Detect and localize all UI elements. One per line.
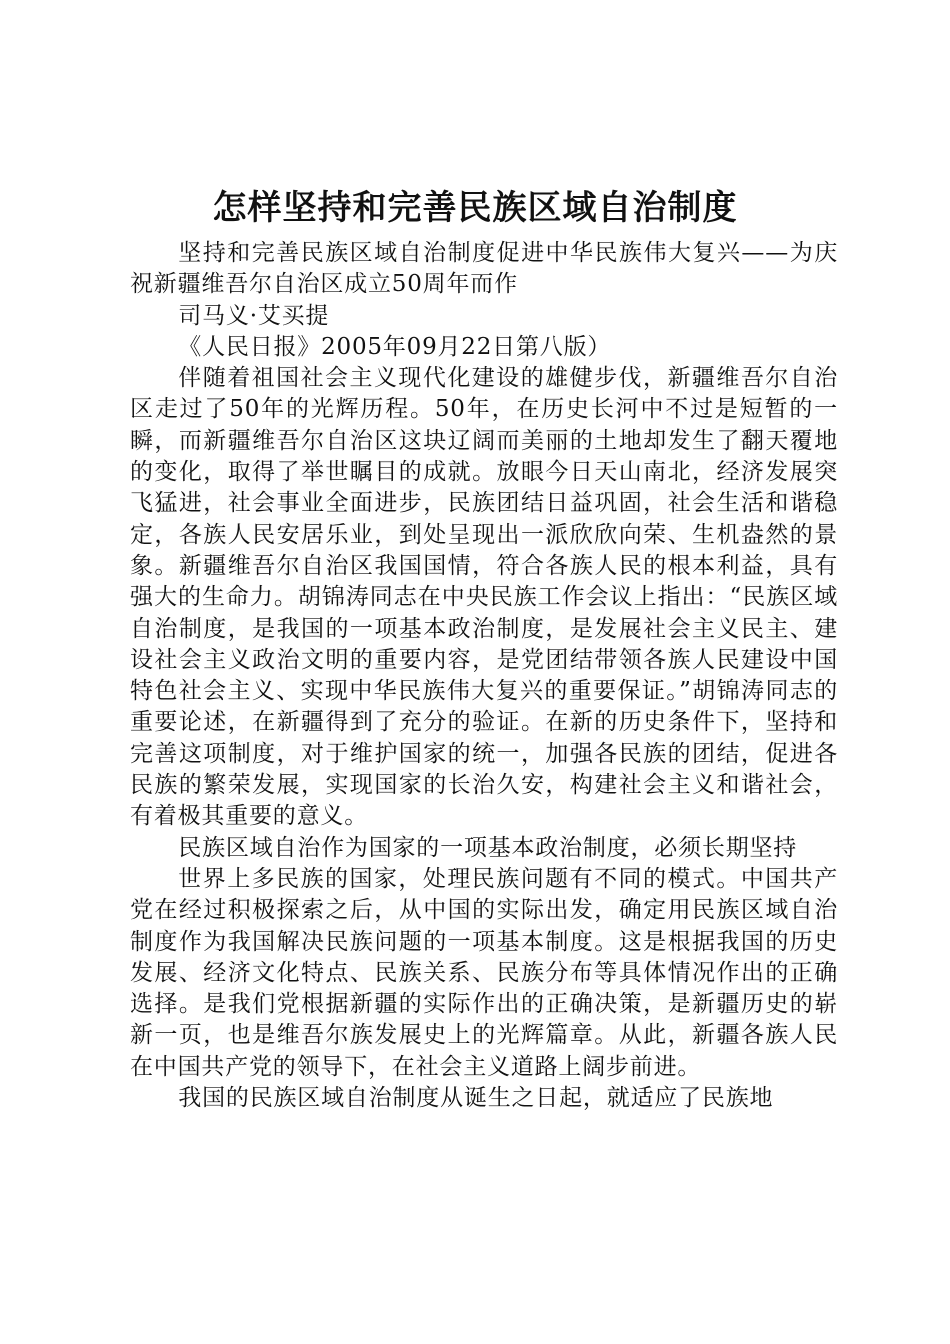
- source-line: 《人民日报》2005年09月22日第八版）: [178, 333, 612, 360]
- document-title: 怎样坚持和完善民族区域自治制度: [212, 188, 738, 228]
- paragraph: 世界上多民族的国家，处理民族问题有不同的模式。中国共产党在经过积极探索之后，从中国的实际出发，确定用民族区域自治制度作为我国解决民族问题的一项基本制度。这是根据我国的历史发展、经济文化特点、民族关系、民族分布等具体情况作出的正确选择。是我们党根据新疆的实际作出的正确决策，是新疆历史的崭新一页，也是维吾尔族发展史上的光辉篇章。从此，新疆各族人民在中国共产党的领导下，在社会主义道路上阔步前进。: [130, 865, 838, 1080]
- section-heading: 民族区域自治作为国家的一项基本政治制度，必须长期坚持: [178, 834, 798, 861]
- paragraph: 伴随着祖国社会主义现代化建设的雄健步伐，新疆维吾尔自治区走过了50年的光辉历程。50年，在历史长河中不过是短暂的一瞬，而新疆维吾尔自治区这块辽阔而美丽的土地却发生了翻天覆地的变化，取得了举世瞩目的成就。放眼今日天山南北，经济发展突飞猛进，社会事业全面进步，民族团结日益巩固，社会生活和谐稳定，各族人民安居乐业，到处呈现出一派欣欣向荣、生机盎然的景象。新疆维吾尔自治区我国国情，符合各族人民的根本利益，具有强大的生命力。胡锦涛同志在中央民族工作会议上指出：“民族区域自治制度，是我国的一项基本政治制度，是发展社会主义民主、建设社会主义政治文明的重要内容，是党团结带领各族人民建设中国特色社会主义、实现中华民族伟大复兴的重要保证。”胡锦涛同志的重要论述，在新疆得到了充分的验证。在新的历史条件下，坚持和完善这项制度，对于维护国家的统一，加强各民族的团结，促进各民族的繁荣发展，实现国家的长治久安，构建社会主义和谐社会，有着极其重要的意义。: [130, 365, 838, 830]
- paragraph: 我国的民族区域自治制度从诞生之日起，就适应了民族地: [178, 1085, 774, 1112]
- subtitle: 坚持和完善民族区域自治制度促进中华民族伟大复兴——为庆祝新疆维吾尔自治区成立50周年而作: [130, 240, 838, 298]
- author-line: 司马义·艾买提: [178, 302, 330, 329]
- document-body: [130, 238, 838, 1114]
